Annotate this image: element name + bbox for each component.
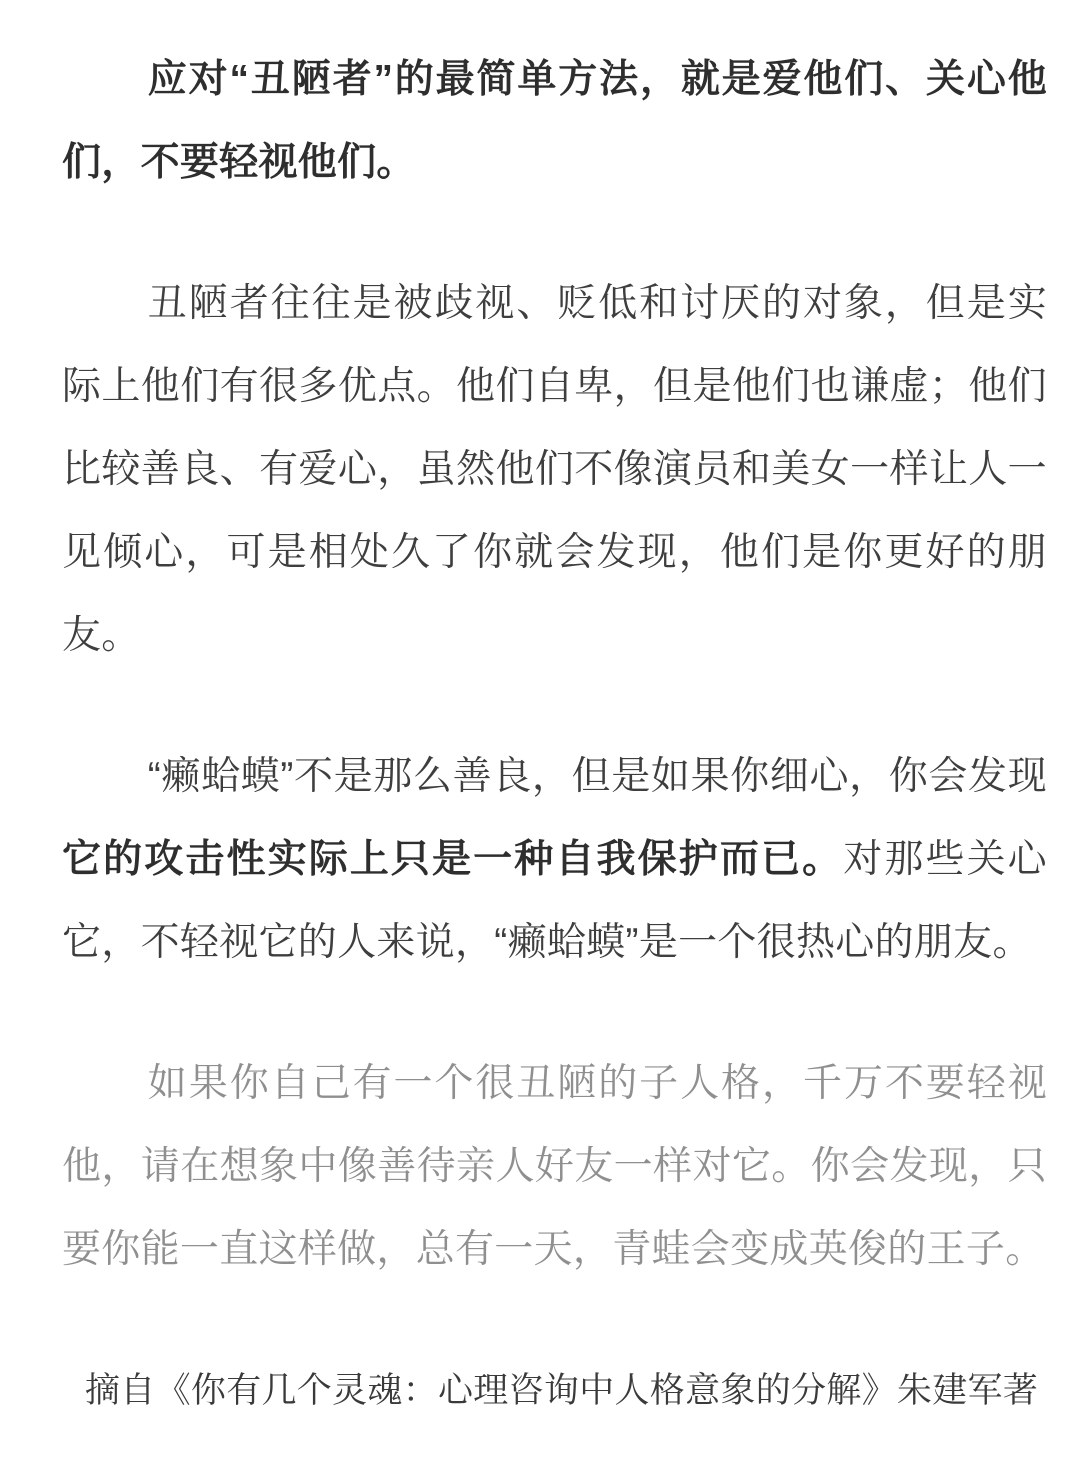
text-segment: 对那些关心它，不轻视它的人来说，“癞蛤蟆”是一个很热心的朋友。	[62, 838, 1047, 964]
text-segment: 丑陋者往往是被歧视、贬低和讨厌的对象，但是实际上他们有很多优点。他们自卑，但是他们也谦虚；他们比较善良、有爱心，虽然他们不像演员和美女一样让人一见倾心，可是相处久了你就会发现，他们是你更好的朋友。	[62, 282, 1047, 657]
text-segment: 如果你自己有一个很丑陋的子人格，千万不要轻视他，请在想象中像善待亲人好友一样对它。你会发现，只要你能一直这样做，总有一天，青蛙会变成英俊的王子。	[62, 1062, 1047, 1271]
paragraph	[62, 262, 1047, 677]
paragraph	[62, 735, 1047, 984]
emphasis-text: 它的攻击性实际上只是一种自我保护而已。	[62, 838, 844, 881]
article-body	[62, 38, 1047, 1291]
paragraph	[62, 1042, 1047, 1291]
attribution-line: 摘自《你有几个灵魂：心理咨询中人格意象的分解》朱建军著	[85, 1371, 1039, 1410]
paragraph	[62, 38, 1047, 204]
emphasis-text: 应对“丑陋者”的最简单方法，就是爱他们、关心他们，不要轻视他们。	[62, 58, 1047, 184]
text-segment: “癞蛤蟆”不是那么善良，但是如果你细心，你会发现	[147, 755, 1047, 798]
